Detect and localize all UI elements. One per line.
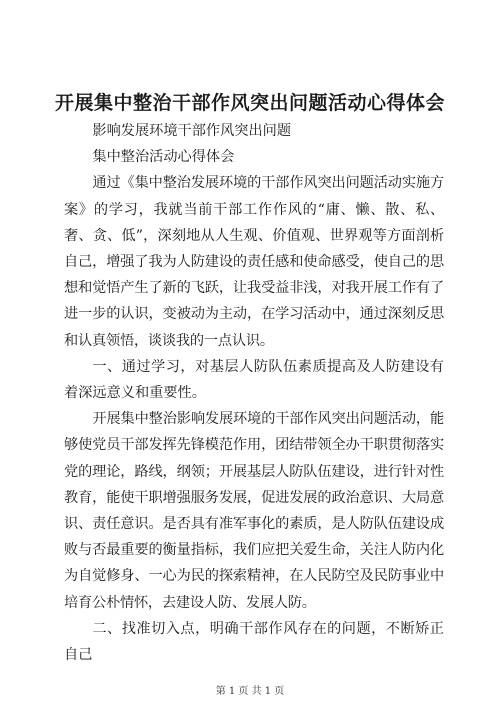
paragraph-section-1-body: 开展集中整治影响发展环境的干部作风突出问题活动，能够使党员干部发挥先锋模范作用，团结带领全办干职贯彻落实党的理论，路线，纲领；开展基层人防队伍建设，进行针对性教育，能使干职增强服务发展，促进发展的政治意识、大局意识、责任意识。是否具有准军事化的素质，是人防队伍建设成败与否最重要的衡量指标，我们应把关爱生命，关注人防内化为自觉修身、一心为民的探索精神，在人民防空及民防事业中培育公朴情怀，去建设人防、发展人防。 bbox=[64, 411, 444, 611]
paragraph-subtitle-1: 影响发展环境干部作风突出问题 bbox=[92, 123, 292, 139]
paragraph-section-1-heading: 一、通过学习，对基层人防队伍素质提高及人防建设有着深远意义和重要性。 bbox=[64, 358, 444, 402]
paragraph-subtitle-2: 集中整治活动心得体会 bbox=[92, 149, 235, 166]
document-title: 开展集中整治干部作风突出问题活动心得体会 bbox=[54, 92, 445, 114]
paragraph-intro: 通过《集中整治发展环境的干部作风突出问题活动实施方案》的学习，我就当前干部工作作风的“庸、懒、散、私、奢、贪、低”，深刻地从人生观、价值观、世界观等方面剖析自己，增强了我为人防建设的责任感和使命感受，使自己的思想和觉悟产生了新的飞跃，让我受益非浅，对我开展工作有了进一步的认识，变被动为主动，在学习活动中，通过深刻反思和认真领悟，谈谈我的一点认识。 bbox=[64, 175, 444, 349]
page-footer: 第 1 页 共 1 页 bbox=[215, 686, 285, 697]
paragraph-section-2-heading: 二、找准切入点，明确干部作风存在的问题，不断矫正自己 bbox=[64, 620, 444, 664]
document-body bbox=[64, 118, 444, 668]
